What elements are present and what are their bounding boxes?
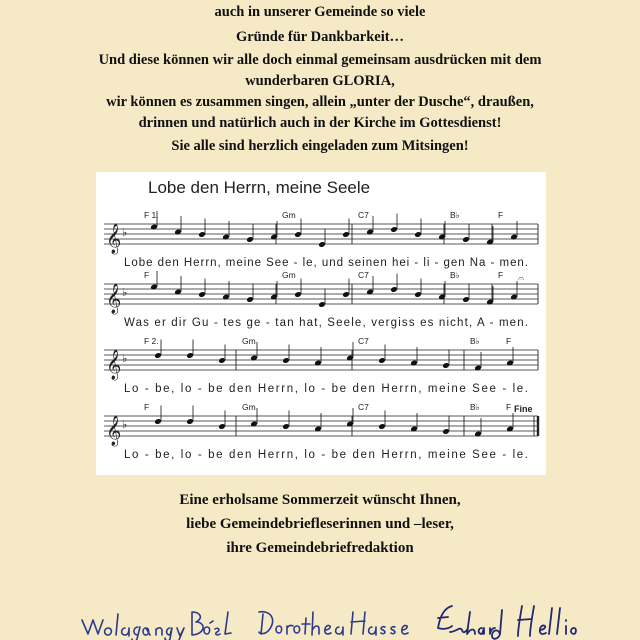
closing-line-2: liebe Gemeindebriefleserinnen und –leser, [186, 516, 454, 532]
lyrics-line: Lo - be, lo - be den Herrn, lo - be den Herrn, meine See - le. [124, 449, 528, 461]
chord-symbol: F 2. [144, 336, 159, 346]
chord-symbol: B♭ [450, 210, 460, 220]
treble-clef-icon: 𝄞 [106, 224, 122, 254]
treble-clef-icon: 𝄞 [106, 416, 122, 446]
treble-clef-icon: 𝄞 [106, 350, 122, 380]
chord-symbol: F [506, 336, 512, 346]
closing-line-3: ihre Gemeindebriefredaktion [226, 540, 414, 556]
signature-2 [255, 602, 415, 640]
chord-symbol: F 1. [144, 210, 159, 220]
key-signature-flat-icon: ♭ [122, 352, 128, 365]
chord-symbol: B♭ [470, 336, 480, 346]
signature-1 [80, 602, 240, 640]
key-signature-flat-icon: ♭ [122, 418, 128, 431]
key-signature-flat-icon: ♭ [122, 286, 128, 299]
fermata-icon: 𝄐 [518, 272, 525, 285]
chord-symbol: B♭ [450, 270, 460, 280]
music-score [96, 172, 546, 475]
chord-symbol: C7 [358, 336, 369, 346]
sheet-music [96, 172, 546, 475]
chord-symbol: Gm [282, 270, 296, 280]
intro-line-3: Und diese können wir alle doch einmal gemeinsam ausdrücken mit dem [98, 52, 542, 68]
chord-symbol: F [144, 402, 150, 412]
chord-symbol: C7 [358, 402, 369, 412]
closing-line-1: Eine erholsame Sommerzeit wünscht Ihnen, [179, 492, 461, 508]
chord-symbol: Gm [242, 336, 256, 346]
chord-symbol: F [498, 270, 504, 280]
intro-line-4: wunderbaren GLORIA, [245, 73, 395, 89]
chord-symbol: F [506, 402, 512, 412]
lyrics-line: Lo - be, lo - be den Herrn, lo - be den Herrn, meine See - le. [124, 383, 528, 395]
fine-label: Fine [514, 404, 533, 414]
key-signature-flat-icon: ♭ [122, 226, 128, 239]
intro-line-1: auch in unserer Gemeinde so viele [214, 4, 426, 20]
chord-symbol: Gm [282, 210, 296, 220]
chord-symbol: C7 [358, 210, 369, 220]
lyrics-line: Was er dir Gu - tes ge - tan hat, Seele, vergiss es nicht, A - men. [124, 317, 528, 329]
lyrics-line: Lobe den Herrn, meine See - le, und seinen hei - li - gen Na - men. [124, 257, 528, 269]
chord-symbol: F [144, 270, 150, 280]
intro-line-6: drinnen und natürlich auch in der Kirche im Gottesdienst! [138, 115, 502, 131]
chord-symbol: F [498, 210, 504, 220]
intro-line-7: Sie alle sind herzlich eingeladen zum Mitsingen! [171, 138, 469, 154]
intro-line-5: wir können es zusammen singen, allein „unter der Dusche“, draußen, [106, 94, 534, 110]
chord-symbol: B♭ [470, 402, 480, 412]
intro-line-2: Gründe für Dankbarkeit… [235, 29, 405, 45]
chord-symbol: C7 [358, 270, 369, 280]
song-title: Lobe den Herrn, meine Seele [148, 178, 371, 197]
treble-clef-icon: 𝄞 [106, 284, 122, 314]
signature-3 [430, 602, 580, 640]
chord-symbol: Gm [242, 402, 256, 412]
